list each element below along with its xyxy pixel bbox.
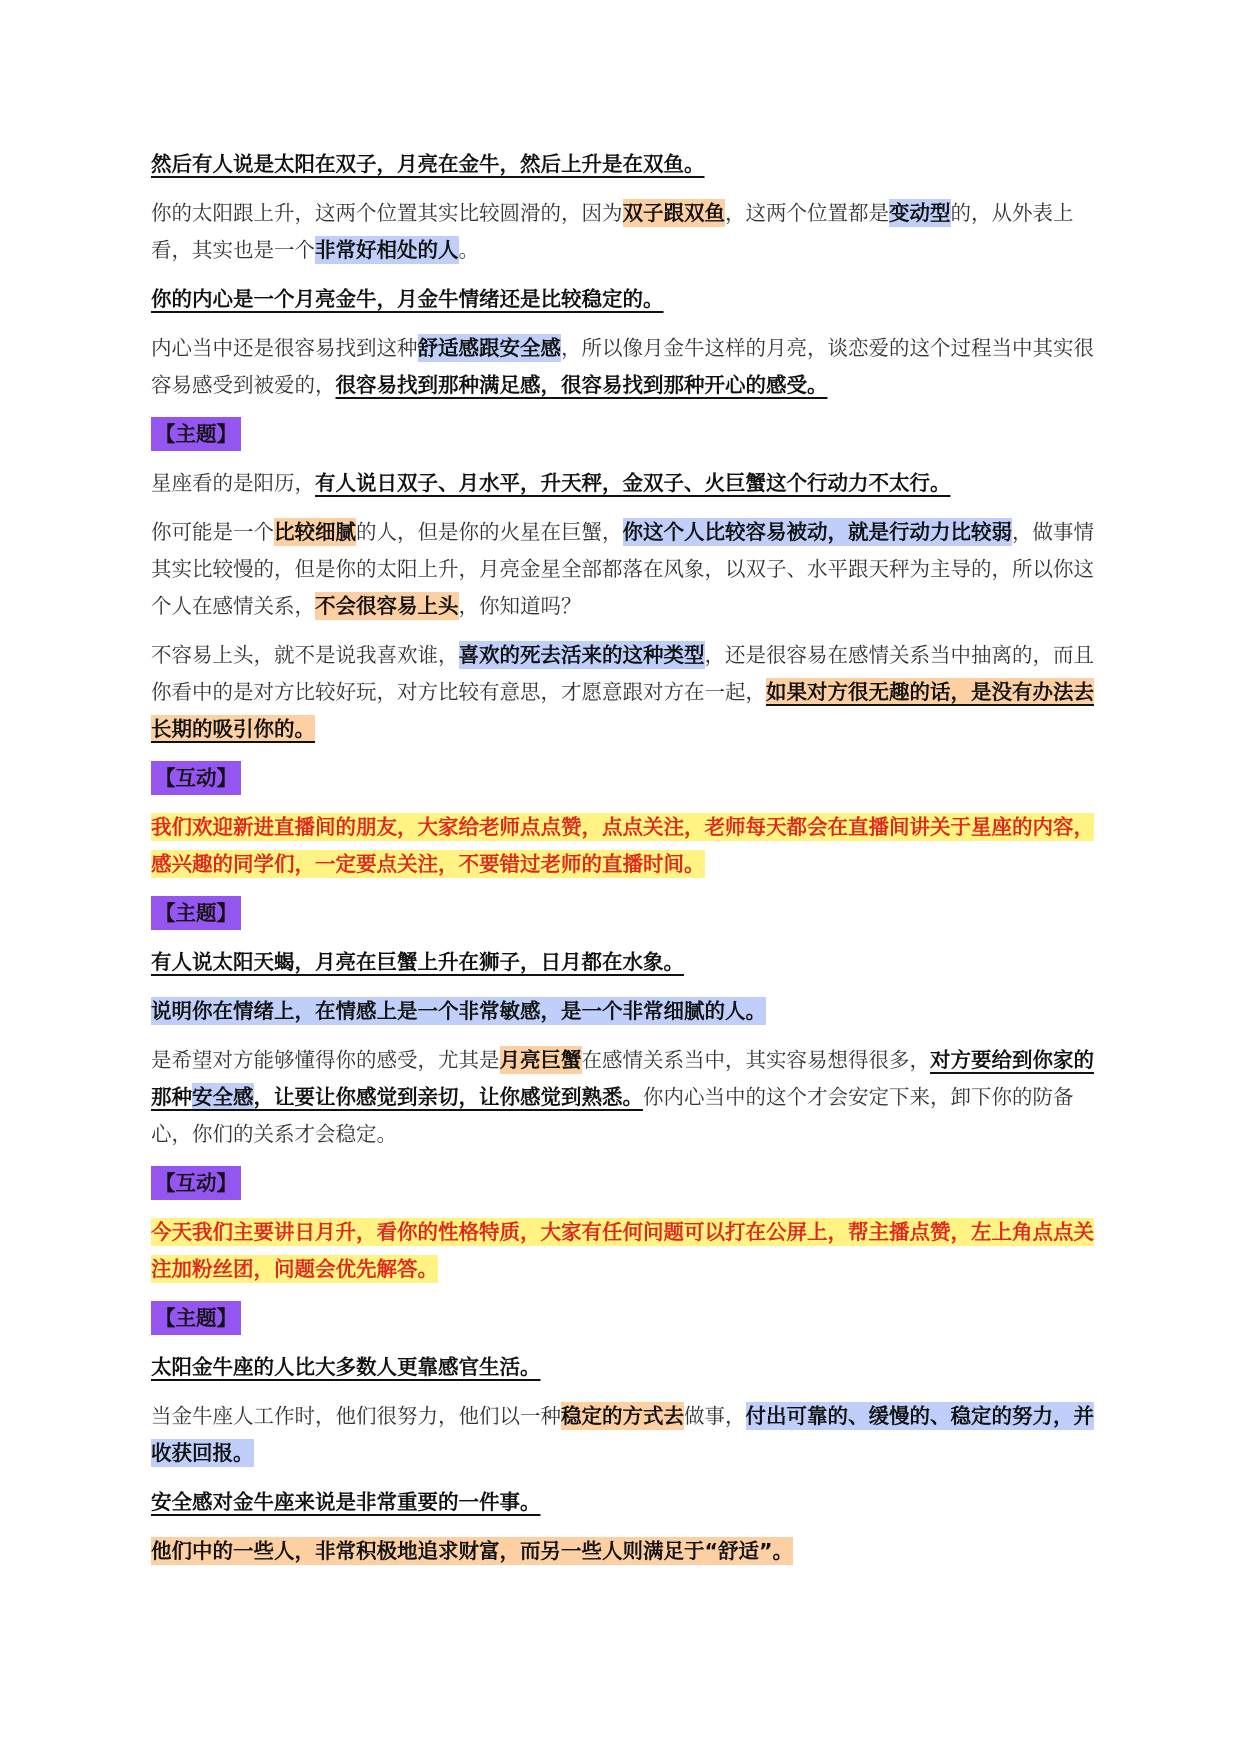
highlighted-text: 双子跟双鱼 (622, 201, 725, 225)
paragraph (151, 146, 1096, 183)
body-text: 星座看的是阳历， (151, 471, 315, 495)
highlighted-text: 舒适感跟安全感 (417, 336, 561, 360)
highlighted-text: 月亮巨蟹 (499, 1048, 582, 1072)
highlighted-text: 付出可靠的、缓慢的、稳定的努力，并收获回报。 (151, 1404, 1094, 1465)
paragraph (151, 1042, 1096, 1153)
highlighted-text: 稳定的方式去 (561, 1404, 684, 1428)
paragraph (151, 637, 1096, 748)
document-page (151, 146, 1096, 1582)
emphasis-text: 你的内心是一个月亮金牛，月金牛情绪还是比较稳定的。 (151, 287, 664, 311)
section-tag: 【主题】 (151, 896, 241, 930)
body-text: 你内心当中的这个才会安定下来，卸下你的防备心，你们的关系才会稳定。 (151, 1085, 1074, 1146)
highlighted-text: 如果对方很无趣的话，是没有办法去长期的吸引你的。 (151, 680, 1094, 741)
section-tag-paragraph (151, 1165, 1096, 1202)
body-text: 你可能是一个 (151, 520, 274, 544)
paragraph (151, 1349, 1096, 1386)
body-text: ，所以像月金牛这样的月亮，谈恋爱的这个过程当中其实很容易感受到被爱的， (151, 336, 1094, 397)
emphasis-text: 对方要给到你家的那种 (151, 1048, 1094, 1109)
highlighted-text: 你这个人比较容易被动，就是行动力比较弱 (622, 520, 1012, 544)
body-text: 你的太阳跟上升，这两个位置其实比较圆滑的，因为 (151, 201, 623, 225)
body-text: 当金牛座人工作时，他们很努力，他们以一种 (151, 1404, 561, 1428)
highlighted-text: 说明你在情绪上，在情感上是一个非常敏感，是一个非常细腻的人。 (151, 999, 766, 1023)
highlighted-text: 比较细腻 (274, 520, 356, 544)
paragraph (151, 195, 1096, 269)
section-tag: 【主题】 (151, 1301, 241, 1335)
paragraph (151, 1214, 1096, 1288)
paragraph (151, 281, 1096, 318)
section-tag-paragraph (151, 895, 1096, 932)
body-text: 内心当中还是很容易找到这种 (151, 336, 418, 360)
paragraph (151, 1484, 1096, 1521)
highlighted-text: 非常好相处的人 (315, 238, 459, 262)
emphasis-text: 安全感对金牛座来说是非常重要的一件事。 (151, 1490, 541, 1514)
paragraph (151, 993, 1096, 1030)
emphasis-text: 太阳金牛座的人比大多数人更靠感官生活。 (151, 1355, 541, 1379)
highlighted-text: 他们中的一些人，非常积极地追求财富，而另一些人则满足于“舒适”。 (151, 1539, 793, 1563)
paragraph (151, 1533, 1096, 1570)
section-tag-paragraph (151, 416, 1096, 453)
highlighted-text: 安全感 (192, 1085, 254, 1109)
paragraph (151, 514, 1096, 625)
highlighted-text: 变动型 (889, 201, 951, 225)
highlighted-text: 今天我们主要讲日月升，看你的性格特质，大家有任何问题可以打在公屏上，帮主播点赞，左上角点点关注加粉丝团，问题会优先解答。 (151, 1220, 1094, 1281)
section-tag: 【互动】 (151, 1166, 241, 1200)
paragraph (151, 465, 1096, 502)
emphasis-text: 很容易找到那种满足感，很容易找到那种开心的感受。 (335, 373, 828, 397)
body-text: 不容易上头，就不是说我喜欢谁， (151, 643, 459, 667)
emphasis-text: 有人说日双子、月水平，升天秤，金双子、火巨蟹这个行动力不太行。 (315, 471, 951, 495)
body-text: ，还是很容易在感情关系当中抽离的，而且你看中的是对方比较好玩，对方比较有意思，才愿意跟对方在一起， (151, 643, 1094, 704)
body-text: 做事， (684, 1404, 746, 1428)
emphasis-text: 然后有人说是太阳在双子，月亮在金牛，然后上升是在双鱼。 (151, 152, 705, 176)
body-text: 是希望对方能够懂得你的感受，尤其是 (151, 1048, 500, 1072)
paragraph (151, 1398, 1096, 1472)
body-text: 的，从外表上看，其实也是一个 (151, 201, 1074, 262)
highlighted-text: 不会很容易上头 (315, 594, 459, 618)
section-tag-paragraph (151, 1300, 1096, 1337)
body-text: ，做事情其实比较慢的，但是你的太阳上升，月亮金星全部都落在风象，以双子、水平跟天秤为主导的，所以你这个人在感情关系， (151, 520, 1094, 618)
highlighted-text: 喜欢的死去活来的这种类型 (458, 643, 705, 667)
emphasis-text: 有人说太阳天蝎，月亮在巨蟹上升在狮子，日月都在水象。 (151, 950, 684, 974)
section-tag: 【主题】 (151, 417, 241, 451)
body-text: ，这两个位置都是 (725, 201, 889, 225)
emphasis-text: ，让要让你感觉到亲切，让你感觉到熟悉。 (253, 1085, 643, 1109)
body-text: ，你知道吗？ (458, 594, 582, 618)
highlighted-text: 我们欢迎新进直播间的朋友，大家给老师点点赞，点点关注，老师每天都会在直播间讲关于星座的内容，感兴趣的同学们，一定要点关注，不要错过老师的直播时间。 (151, 815, 1094, 876)
body-text: 。 (458, 238, 479, 262)
section-tag: 【互动】 (151, 761, 241, 795)
paragraph (151, 330, 1096, 404)
body-text: 在感情关系当中，其实容易想得很多， (581, 1048, 930, 1072)
body-text: 的人，但是你的火星在巨蟹， (356, 520, 623, 544)
paragraph (151, 809, 1096, 883)
section-tag-paragraph (151, 760, 1096, 797)
paragraph (151, 944, 1096, 981)
